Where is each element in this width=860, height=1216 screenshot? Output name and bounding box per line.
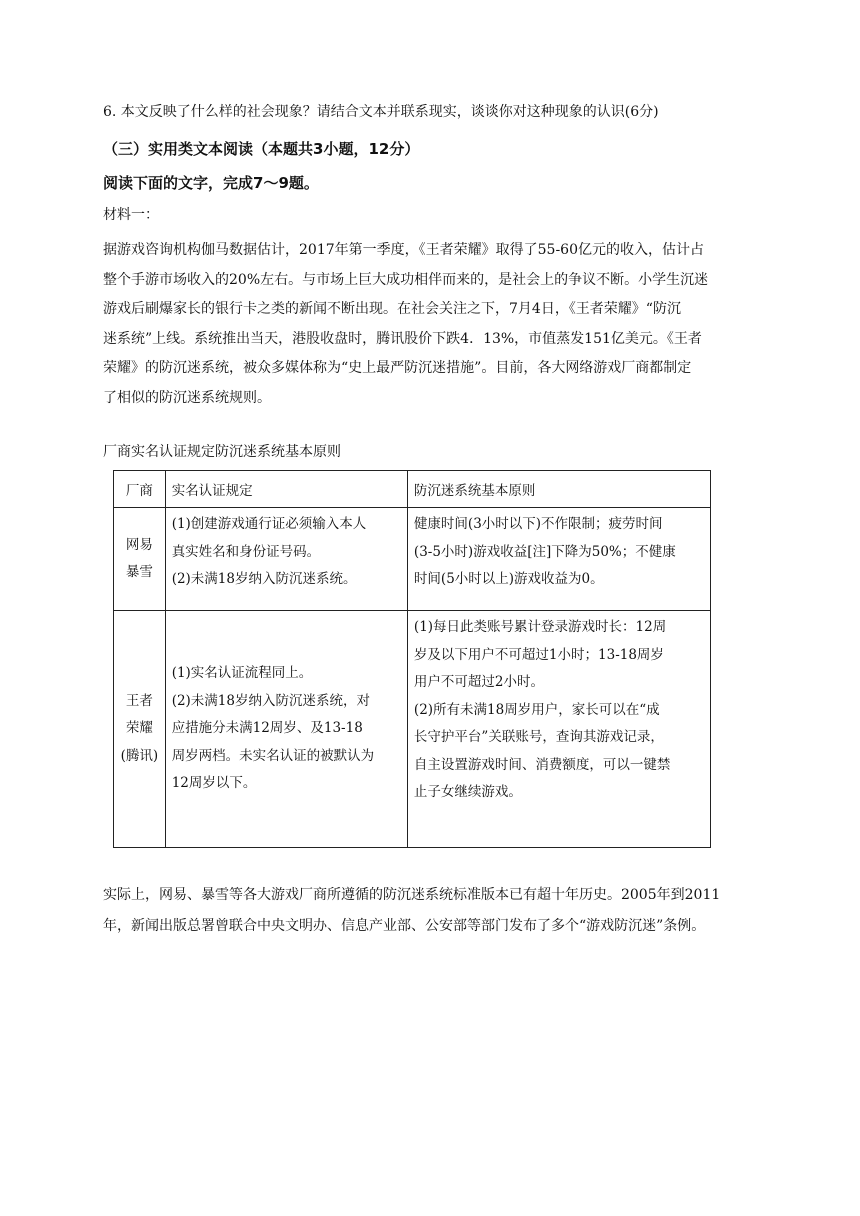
cell-line: 王者	[125, 692, 153, 709]
paragraph-line: 了相似的防沉迷系统规则。	[103, 389, 271, 406]
cell-line: 应措施分未满12周岁、及13-18	[171, 720, 363, 737]
cell-line: (腾讯)	[120, 747, 159, 764]
cell-line: 周岁两档。未实名认证的被默认为	[171, 747, 375, 764]
principles-cell	[407, 508, 710, 611]
table-caption: 厂商实名认证规定防沉迷系统基本原则	[103, 444, 341, 460]
vendor-cell	[114, 508, 166, 611]
section-title: （三）实用类文本阅读（本题共3小题，12分）	[103, 140, 420, 158]
cell-line: 网易	[125, 536, 153, 553]
table-row	[114, 611, 711, 848]
material-label: 材料一：	[103, 207, 159, 223]
cell-line: (3-5小时)游戏收益[注]下降为50%；不健康	[413, 543, 676, 560]
realname-cell	[165, 508, 407, 611]
principles-cell	[407, 611, 710, 848]
cell-line: (1)每日此类账号累计登录游戏时长：12周	[413, 619, 667, 635]
cell-line: 止子女继续游戏。	[413, 784, 522, 800]
header-realname: 实名认证规定	[165, 471, 407, 508]
paragraph-line: 实际上，网易、暴雪等各大游戏厂商所遵循的防沉迷系统标准版本已有超十年历史。2005年到2011	[103, 887, 721, 903]
paragraph-line: 游戏后刷爆家长的银行卡之类的新闻不断出现。在社会关注之下，7月4日，《王者荣耀》“防沉	[103, 301, 681, 317]
header-principles: 防沉迷系统基本原则	[407, 471, 710, 508]
cell-line: (2)未满18岁纳入防沉迷系统。	[171, 571, 357, 587]
cell-line: 长守护平台”关联账号，查询其游戏记录，	[413, 729, 664, 745]
cell-line: (2)未满18岁纳入防沉迷系统，对	[171, 692, 370, 709]
header-vendor: 厂商	[114, 471, 166, 508]
table-row	[114, 508, 711, 611]
cell-line: (2)所有未满18周岁用户，家长可以在“成	[413, 701, 660, 718]
vendor-cell	[114, 611, 166, 848]
cell-line: 用户不可超过2小时。	[413, 674, 545, 690]
cell-line: 健康时间(3小时以下)不作限制；疲劳时间	[413, 516, 663, 532]
paragraph-line: 整个手游市场收入的20%左右。与市场上巨大成功相伴而来的，是社会上的争议不断。小学生沉迷	[103, 271, 709, 288]
realname-cell	[165, 611, 407, 848]
paragraph-line: 年，新闻出版总署曾联合中央文明办、信息产业部、公安部等部门发布了多个“游戏防沉迷”条例。	[103, 918, 706, 934]
cell-line: 自主设置游戏时间、消费额度，可以一键禁	[413, 756, 671, 773]
cell-line: 真实姓名和身份证号码。	[171, 543, 321, 560]
cell-line: 荣耀	[125, 720, 153, 737]
cell-line: 12周岁以下。	[171, 775, 257, 792]
material-paragraph-1	[103, 236, 760, 413]
material-paragraph-2	[103, 880, 763, 942]
cell-line: 时间(5小时以上)游戏收益为0。	[413, 571, 604, 587]
paragraph-line: 迷系统”上线。系统推出当天，港股收盘时，腾讯股价下跌4．13%，市值蒸发151亿美元。《王者	[103, 330, 702, 347]
cell-line: (1)创建游戏通行证必须输入本人	[171, 516, 367, 532]
cell-line: 岁及以下用户不可超过1小时；13-18周岁	[413, 646, 664, 663]
rules-table	[113, 470, 711, 848]
reading-instruction: 阅读下面的文字，完成7～9题。	[103, 174, 319, 192]
cell-line: 暴雪	[125, 564, 153, 580]
paragraph-line: 荣耀》的防沉迷系统，被众多媒体称为“史上最严防沉迷措施”。目前，各大网络游戏厂商都制定	[103, 360, 692, 376]
cell-line: (1)实名认证流程同上。	[171, 665, 313, 682]
table-header-row	[114, 471, 711, 508]
paragraph-line: 据游戏咨询机构伽马数据估计，2017年第一季度，《王者荣耀》取得了55-60亿元的收入，估计占	[103, 242, 704, 258]
question-6: 6. 本文反映了什么样的社会现象？请结合文本并联系现实，谈谈你对这种现象的认识(6分)	[103, 104, 659, 120]
